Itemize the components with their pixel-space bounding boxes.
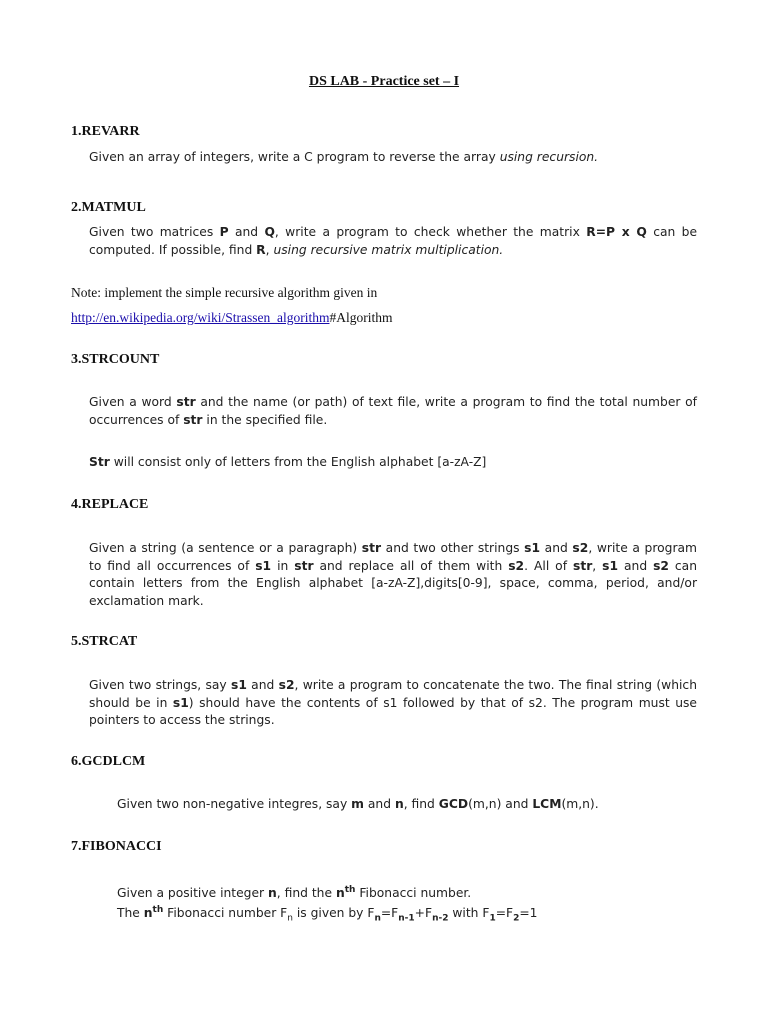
strassen-link[interactable]: http://en.wikipedia.org/wiki/Strassen_algorithm xyxy=(71,310,330,325)
question-3-heading: 3.STRCOUNT xyxy=(71,352,160,367)
question-6-heading: 6.GCDLCM xyxy=(71,754,146,769)
question-4-text: Given a string (a sentence or a paragraph) str and two other strings s1 and s2, write a program to find all occurrences of s1 in str and replace all of them with s2. All of str, s1 and s2 can contain letters from the English alphabet [a-zA-Z],digits[0-9], space, comma, period, and/or exclamation mark. xyxy=(89,541,698,608)
question-1-heading: 1.REVARR xyxy=(71,124,140,139)
note-link-line xyxy=(71,310,392,326)
question-1-text xyxy=(89,149,697,167)
question-1-plain: Given an array of integers, write a C program to reverse the array xyxy=(89,150,500,164)
question-6-text: Given two non-negative integres, say m and n, find GCD(m,n) and LCM(m,n). xyxy=(117,797,599,811)
question-5-text: Given two strings, say s1 and s2, write a program to concatenate the two. The final string (which should be in s1) should have the contents of s1 followed by that of s2. The program must use pointers to access the strings. xyxy=(89,678,697,727)
question-7-line-1: Given a positive integer n, find the $n^{th}$ Fibonacci number. xyxy=(117,885,472,901)
question-2-heading: 2.MATMUL xyxy=(71,200,146,215)
question-3-text: Given a word str and the name (or path) of text file, write a program to find the total number of occurrences of str in the specified file. xyxy=(89,395,697,427)
question-4-heading: 4.REPLACE xyxy=(71,497,149,512)
note-text: Note: implement the simple recursive algorithm given in xyxy=(71,285,378,300)
question-1-italic: using recursion. xyxy=(499,150,599,164)
question-5-heading: 5.STRCAT xyxy=(71,634,138,649)
link-anchor-text: #Algorithm xyxy=(329,310,393,325)
question-2-text: Given two matrices P and Q, write a program to check whether the matrix R=P x Q can be computed. If possible, find R, using recursive matrix multiplication. xyxy=(89,225,698,257)
question-7-line-2: The $n^{th}$ Fibonacci number $F_n$ is given by $F_n=F_{n-1}+F_{n-2}$ with $F_1=F_2=1$ xyxy=(117,905,538,924)
question-3-constraint: Str will consist only of letters from the English alphabet [a-zA-Z] xyxy=(89,455,487,469)
page-title: DS LAB - Practice set – I xyxy=(308,74,460,89)
question-7-heading: 7.FIBONACCI xyxy=(71,839,162,854)
